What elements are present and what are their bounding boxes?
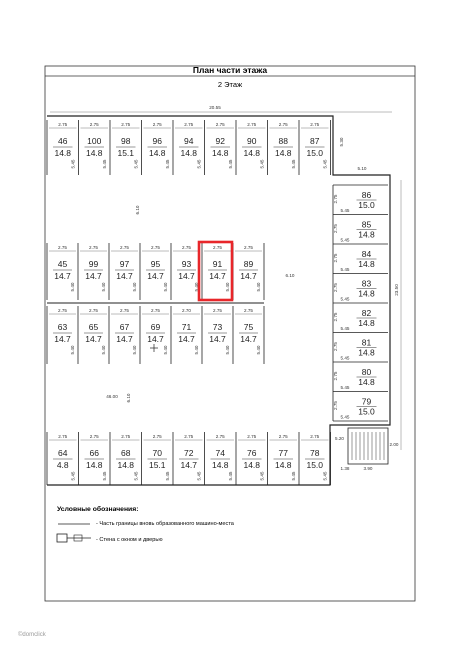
parking-space-45[interactable] — [47, 243, 76, 300]
space-width-label: 2.75 — [215, 122, 225, 127]
legend-line-text: - Часть границы вновь образованного машино-места — [96, 521, 234, 527]
space-number: 66 — [89, 448, 99, 458]
space-width-label: 2.75 — [310, 434, 320, 439]
aisle-label-left: 6.10 — [126, 393, 131, 403]
stair-dim-d: 2.00 — [389, 442, 399, 447]
space-area: 14.7 — [147, 271, 164, 281]
space-area: 14.8 — [358, 229, 375, 240]
parking-space-64[interactable] — [47, 432, 77, 485]
legend-wall-sample — [57, 534, 91, 542]
parking-space-75[interactable] — [233, 306, 262, 364]
space-area: 14.8 — [211, 460, 229, 470]
space-number: 80 — [361, 367, 372, 377]
space-depth-label: 5.40 — [256, 282, 261, 292]
space-number: 75 — [243, 322, 254, 332]
space-width-label: 2.75 — [58, 308, 67, 313]
space-number: 93 — [181, 259, 192, 269]
space-depth-label: 5.40 — [101, 345, 106, 355]
space-depth-label: 5.40 — [194, 345, 199, 355]
space-depth-label: 5.40 — [132, 345, 137, 355]
bottom-row-spaces — [47, 432, 331, 485]
space-depth-label: 5.45 — [322, 471, 328, 481]
space-number: 46 — [58, 136, 68, 146]
space-number: 87 — [310, 136, 320, 146]
space-width-label: 2.75 — [213, 245, 222, 250]
parking-space-92[interactable] — [205, 120, 235, 175]
space-depth-label: 5.45 — [340, 296, 350, 302]
space-width-label: 2.75 — [244, 308, 253, 313]
overall-height-label: 23.50 — [394, 284, 399, 296]
space-width-label: 2.75 — [244, 245, 253, 250]
space-area: 14.7 — [240, 334, 257, 344]
space-number: 91 — [212, 259, 223, 269]
space-width-label: 2.75 — [333, 371, 338, 381]
parking-space-96[interactable] — [142, 120, 172, 175]
space-area: 14.8 — [243, 148, 261, 158]
space-area: 15.0 — [306, 148, 324, 158]
space-area: 14.8 — [148, 148, 166, 158]
parking-space-46[interactable] — [47, 120, 77, 175]
space-width-label: 2.70 — [182, 308, 191, 313]
space-area: 14.7 — [178, 334, 195, 344]
space-depth-label: 5.45 — [259, 471, 265, 481]
parking-space-70[interactable] — [142, 432, 172, 485]
space-depth-label: 5.45 — [228, 159, 233, 169]
space-depth-label: 5.40 — [70, 345, 75, 355]
space-number: 96 — [152, 136, 162, 146]
right-column-spaces — [333, 185, 388, 421]
space-number: 100 — [87, 136, 102, 146]
parking-space-95[interactable] — [140, 243, 169, 300]
parking-space-68[interactable] — [110, 432, 140, 485]
space-number: 45 — [57, 259, 68, 269]
space-area: 14.8 — [358, 318, 375, 328]
space-area: 14.7 — [85, 334, 102, 344]
space-depth-label: 5.40 — [225, 345, 230, 355]
parking-space-63[interactable] — [47, 306, 76, 364]
space-width-label: 2.75 — [333, 194, 338, 204]
space-number: 98 — [121, 136, 131, 146]
space-width-label: 2.75 — [151, 308, 160, 313]
space-area: 14.7 — [180, 460, 198, 470]
space-depth-label: 5.45 — [340, 237, 350, 243]
space-area: 14.7 — [147, 334, 164, 344]
space-width-label: 2.75 — [247, 434, 257, 439]
space-number: 92 — [215, 136, 225, 146]
space-area: 14.8 — [358, 259, 375, 269]
space-width-label: 2.75 — [333, 253, 338, 263]
space-number: 73 — [212, 322, 223, 332]
space-width-label: 2.75 — [89, 245, 98, 250]
space-width-label: 2.75 — [333, 283, 338, 292]
space-area: 14.7 — [209, 271, 226, 281]
space-number: 65 — [88, 322, 99, 332]
parking-space-79[interactable] — [333, 392, 388, 420]
parking-space-66[interactable] — [79, 432, 109, 485]
parking-space-67[interactable] — [109, 306, 138, 364]
space-width-label: 2.75 — [89, 122, 99, 127]
space-number: 85 — [361, 219, 372, 230]
parking-space-74[interactable] — [205, 432, 235, 485]
column-marker — [150, 344, 158, 352]
space-width-label: 2.75 — [184, 122, 194, 127]
space-area: 14.7 — [240, 271, 257, 281]
space-width-label: 2.75 — [58, 245, 67, 250]
space-area: 14.7 — [209, 334, 226, 344]
parking-space-87[interactable] — [299, 120, 329, 175]
aisle-label-center: 46.00 — [106, 394, 118, 399]
space-number: 81 — [361, 337, 372, 348]
space-area: 14.8 — [85, 148, 103, 158]
legend-title: Условные обозначения: — [57, 506, 139, 513]
stair-dim-b: 3.90 — [363, 466, 373, 471]
space-depth-label: 5.45 — [228, 471, 233, 481]
space-number: 84 — [361, 249, 372, 259]
parking-space-93[interactable] — [171, 243, 200, 300]
space-number: 94 — [184, 136, 194, 146]
parking-space-65[interactable] — [78, 306, 107, 364]
space-area: 14.8 — [274, 148, 292, 158]
space-number: 83 — [361, 278, 372, 289]
space-area: 15.0 — [306, 460, 324, 470]
space-width-label: 2.75 — [152, 122, 162, 127]
space-area: 15.1 — [148, 460, 166, 470]
space-width-label: 2.75 — [121, 434, 131, 439]
space-number: 77 — [278, 448, 288, 458]
space-depth-label: 5.40 — [70, 282, 75, 292]
overall-width-label: 20.55 — [209, 105, 221, 110]
space-depth-label: 5.40 — [194, 282, 199, 292]
space-number: 71 — [181, 322, 192, 332]
space-area: 14.7 — [116, 334, 133, 344]
space-width-label: 2.75 — [215, 434, 225, 439]
space-width-label: 2.75 — [333, 401, 338, 410]
space-depth-label: 5.40 — [163, 282, 168, 292]
space-area: 14.8 — [358, 288, 375, 299]
parking-space-73[interactable] — [202, 306, 231, 364]
space-width-label: 2.75 — [89, 308, 98, 313]
parking-space-82[interactable] — [333, 303, 388, 331]
parking-space-89[interactable] — [233, 243, 262, 300]
aisle-label-right: 6.10 — [285, 273, 295, 278]
space-number: 69 — [150, 322, 161, 332]
space-number: 86 — [361, 190, 372, 200]
parking-space-69[interactable] — [140, 306, 169, 364]
parking-space-84[interactable] — [333, 244, 388, 272]
space-width-label: 2.75 — [151, 245, 160, 250]
space-depth-label: 5.45 — [340, 208, 350, 213]
parking-space-77[interactable] — [268, 432, 298, 485]
space-depth-label: 5.45 — [291, 471, 296, 481]
space-area: 14.7 — [54, 334, 71, 344]
space-depth-label: 5.45 — [133, 471, 139, 481]
space-number: 95 — [150, 259, 161, 269]
top-row-spaces — [47, 120, 331, 175]
space-width-label: 2.75 — [333, 224, 338, 233]
space-depth-label: 5.40 — [101, 282, 106, 292]
space-number: 64 — [58, 448, 68, 458]
space-number: 76 — [247, 448, 257, 458]
space-area: 14.8 — [54, 148, 72, 158]
space-width-label: 2.75 — [58, 434, 68, 439]
stair-dim-c: 1.38 — [340, 466, 350, 471]
space-width-label: 2.75 — [278, 434, 288, 439]
space-depth-label: 5.40 — [163, 345, 168, 355]
parking-space-100[interactable] — [79, 120, 109, 175]
space-area: 14.7 — [116, 271, 133, 281]
space-area: 14.7 — [85, 271, 102, 281]
parking-space-86[interactable] — [333, 185, 388, 213]
space-area: 14.8 — [358, 377, 375, 387]
space-area: 14.8 — [243, 460, 261, 470]
space-depth-label: 5.45 — [70, 471, 76, 481]
space-area: 15.0 — [358, 200, 375, 210]
space-depth-label: 5.45 — [102, 471, 107, 481]
space-width-label: 2.75 — [310, 122, 320, 127]
space-number: 88 — [278, 136, 288, 146]
space-depth-label: 5.45 — [259, 159, 265, 169]
space-depth-label: 5.45 — [196, 159, 202, 169]
space-depth-label: 5.45 — [322, 159, 328, 169]
parking-space-72[interactable] — [173, 432, 203, 485]
space-width-label: 2.75 — [120, 245, 129, 250]
space-depth-label: 5.45 — [165, 471, 170, 481]
space-width-label: 2.75 — [184, 434, 194, 439]
parking-space-98[interactable] — [110, 120, 140, 175]
space-number: 63 — [57, 322, 68, 332]
space-depth-label: 5.45 — [340, 385, 350, 390]
space-area: 14.8 — [180, 148, 198, 158]
stairwell — [335, 428, 399, 471]
space-width-label: 2.75 — [213, 308, 222, 313]
aisle-label-upper: 6.10 — [135, 205, 140, 215]
space-depth-label: 5.40 — [256, 345, 261, 355]
space-number: 82 — [361, 308, 372, 318]
parking-space-99[interactable] — [78, 243, 107, 300]
parking-space-97[interactable] — [109, 243, 138, 300]
space-number: 78 — [310, 448, 320, 458]
space-depth-label: 5.45 — [291, 159, 296, 169]
space-depth-label: 5.45 — [340, 326, 350, 331]
parking-space-85[interactable] — [333, 215, 388, 243]
floor-label: 2 Этаж — [217, 80, 243, 89]
parking-space-83[interactable] — [333, 274, 388, 302]
space-depth-label: 5.40 — [132, 282, 137, 292]
space-width-label: 2.75 — [89, 434, 99, 439]
space-width-label: 2.75 — [121, 122, 131, 127]
stair-steps — [352, 432, 384, 460]
space-area: 15.0 — [358, 406, 375, 417]
space-depth-label: 5.40 — [225, 282, 230, 292]
space-area: 15.1 — [117, 148, 135, 158]
space-number: 74 — [215, 448, 225, 458]
space-width-label: 2.75 — [278, 122, 288, 127]
parking-space-71[interactable] — [171, 306, 200, 364]
space-number: 89 — [243, 259, 254, 269]
space-width-label: 2.75 — [58, 122, 68, 127]
space-depth-label: 5.45 — [340, 355, 350, 361]
stair-dim-a: 5.20 — [335, 436, 344, 441]
space-number: 90 — [247, 136, 257, 146]
space-depth-label: 5.45 — [196, 471, 202, 481]
space-area: 14.8 — [274, 460, 292, 470]
space-depth-label: 5.45 — [340, 267, 350, 272]
space-area: 14.7 — [178, 271, 195, 281]
space-width-label: 2.75 — [333, 342, 338, 351]
space-area: 14.8 — [85, 460, 103, 470]
space-number: 68 — [121, 448, 131, 458]
space-width-label: 2.75 — [120, 308, 129, 313]
watermark: ©domclick — [18, 632, 46, 638]
space-area: 4.8 — [56, 460, 69, 470]
space-area: 14.8 — [117, 460, 135, 470]
space-depth-label: 5.45 — [102, 159, 107, 169]
parking-space-76[interactable] — [236, 432, 266, 485]
space-depth-label: 5.45 — [165, 159, 170, 169]
legend-wall-text: - Стена с окном и дверью — [96, 537, 163, 543]
space-area: 14.8 — [211, 148, 229, 158]
space-width-label: 2.75 — [152, 434, 162, 439]
parking-space-80[interactable] — [333, 362, 388, 390]
space-depth-label: 5.45 — [70, 159, 76, 169]
parking-space-78[interactable] — [299, 432, 329, 485]
parking-space-94[interactable] — [173, 120, 203, 175]
space-number: 72 — [184, 448, 194, 458]
aisle-label-top-right: 5.30 — [339, 137, 344, 147]
space-area: 14.7 — [54, 271, 71, 281]
plan-title: План части этажа — [192, 65, 268, 75]
space-area: 14.8 — [358, 347, 375, 358]
space-number: 67 — [119, 322, 130, 332]
space-depth-label: 5.45 — [340, 414, 350, 420]
parking-space-88[interactable] — [268, 120, 298, 175]
space-number: 79 — [361, 396, 372, 407]
middle-lower-spaces — [47, 306, 264, 364]
space-number: 70 — [152, 448, 162, 458]
space-number: 99 — [88, 259, 99, 269]
space-width-label: 2.75 — [182, 245, 191, 250]
parking-space-90[interactable] — [236, 120, 266, 175]
space-width-label: 2.75 — [333, 312, 338, 322]
right-top-dim: 5.10 — [357, 166, 367, 171]
space-width-label: 2.75 — [247, 122, 257, 127]
parking-space-81[interactable] — [333, 333, 388, 361]
space-number: 97 — [119, 259, 130, 269]
space-depth-label: 5.45 — [133, 159, 139, 169]
parking-space-91[interactable] — [202, 243, 231, 300]
